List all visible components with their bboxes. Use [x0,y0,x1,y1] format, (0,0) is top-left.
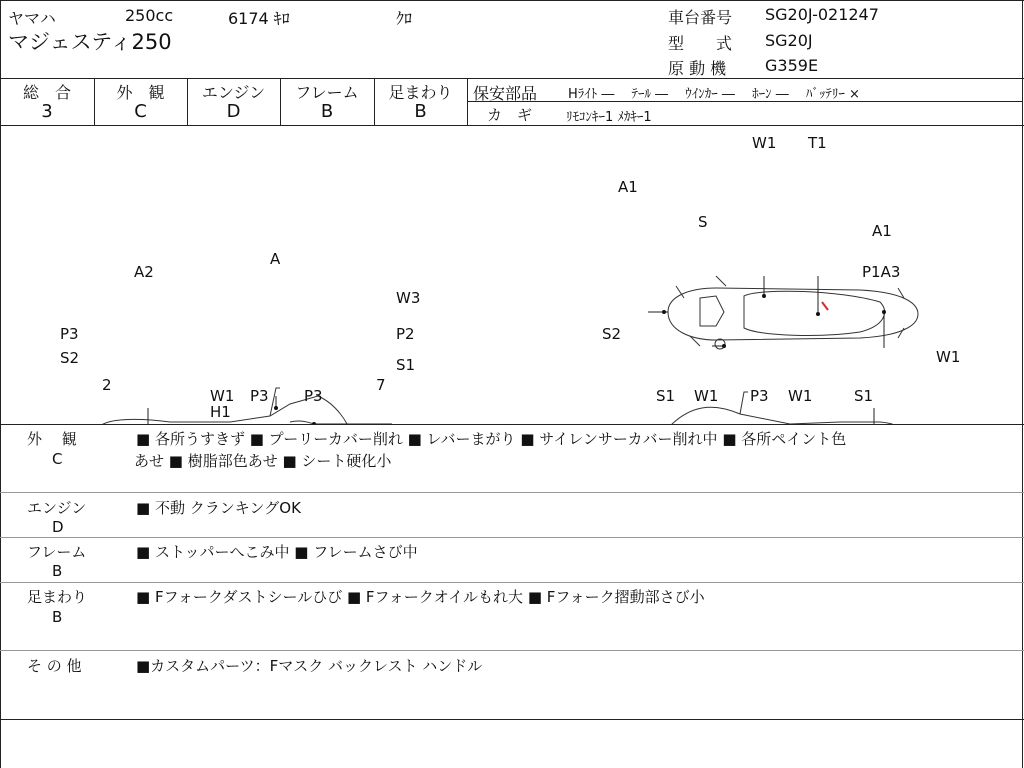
left-7: 7 [376,376,386,394]
frame-no: SG20J-021247 [765,5,879,24]
right-p3: P3 [750,387,769,405]
notes-divider [0,650,1024,651]
grade-frame-label: フレーム [295,83,359,102]
left-a2: A2 [134,263,154,281]
left-p2: P2 [396,325,415,343]
left-p3c: P3 [304,387,323,405]
damage-diagram [0,126,1024,424]
engine-no: G359E [765,56,819,75]
top-w1: W1 [752,134,777,152]
displacement: 250cc [125,6,174,25]
engine-label: 原 動 機 [668,59,727,78]
grade-exterior-label: 外 観 [116,83,165,102]
safety-items: Hﾗｲﾄ ― ﾃｰﾙ ― ｳｲﾝｶｰ ― ﾎｰﾝ ― ﾊﾞｯﾃﾘｰ × [568,87,860,102]
type-value: SG20J [765,31,813,50]
notes-top-line [0,424,1024,425]
notes-frame-grade: B [52,562,63,580]
scooter-top-view [668,276,918,349]
scooter-left-view [100,388,384,424]
notes-exterior-label: 外 観 [27,430,77,448]
right-w1b: W1 [694,387,719,405]
safety-label: 保安部品 [473,84,538,103]
key-value: ﾘﾓｺﾝｷｰ1 ﾒｶｷｰ1 [566,110,652,125]
notes-suspension-label: 足まわり [27,588,88,606]
notes-suspension-grade: B [52,608,63,626]
right-w1c: W1 [788,387,813,405]
notes-exterior-text: ■ 各所うすきず ■ プーリーカバー削れ ■ レバーまがり ■ サイレンサーカバー削れ中 ■ 各所ペイント色 [136,430,847,448]
top-a1-right: A1 [872,222,892,240]
notes-other-text: ■カスタムパーツ：Fマスク バックレスト ハンドル [136,657,483,675]
right-p1a3: P1A3 [862,263,901,281]
notes-exterior-grade: C [52,450,63,468]
grade-frame-value: B [320,101,334,122]
left-w3: W3 [396,289,421,307]
key-label: カ ギ [487,106,533,124]
notes-other-label: そ の 他 [27,657,82,675]
notes-engine-text: ■ 不動 クランキングOK [136,499,301,517]
frame-top [0,0,1024,1]
grade-suspension-value: B [414,101,427,122]
grade-engine-value: D [226,101,241,122]
top-s: S [698,213,708,231]
notes-suspension-text: ■ Fフォークダストシールひび ■ Fフォークオイルもれ大 ■ Fフォーク摺動部さび小 [136,588,705,606]
notes-frame-label: フレーム [27,543,87,561]
notes-bottom-line [0,719,1024,720]
left-s1: S1 [396,356,416,374]
grade-total-value: 3 [41,101,53,122]
notes-divider [0,537,1024,538]
notes-divider [0,492,1024,493]
left-p3b: P3 [250,387,269,405]
type-label: 型 式 [668,34,733,53]
notes-divider [0,582,1024,583]
notes-engine-grade: D [52,518,64,536]
grade-engine-label: エンジン [201,83,266,102]
left-s2: S2 [60,349,80,367]
frame-no-label: 車台番号 [668,8,733,27]
right-w1: W1 [936,348,961,366]
left-p3: P3 [60,325,79,343]
top-t1: T1 [808,134,827,152]
model-name: マジェスティ250 [8,30,172,54]
color: ｸﾛ [396,9,413,28]
grade-suspension-label: 足まわり [388,83,453,102]
left-2: 2 [102,376,112,394]
grades-top-line [0,78,1024,79]
notes-frame-text: ■ ストッパーへこみ中 ■ フレームさび中 [136,543,418,561]
grade-exterior-value: C [134,101,147,122]
mileage: 6174 ｷﾛ [228,9,290,28]
left-a: A [270,250,281,268]
grade-total-label: 総 合 [22,83,71,102]
right-s1b: S1 [854,387,874,405]
top-a1-left: A1 [618,178,638,196]
right-s2: S2 [602,325,622,343]
notes-exterior-text2: あせ ■ 樹脂部色あせ ■ シート硬化小 [134,452,392,470]
maker: ヤマハ [8,9,56,28]
left-h1: H1 [210,403,231,421]
damage-marks [284,302,828,424]
notes-engine-label: エンジン [27,499,87,517]
right-s1a: S1 [656,387,676,405]
left-w1: W1 [210,387,235,405]
